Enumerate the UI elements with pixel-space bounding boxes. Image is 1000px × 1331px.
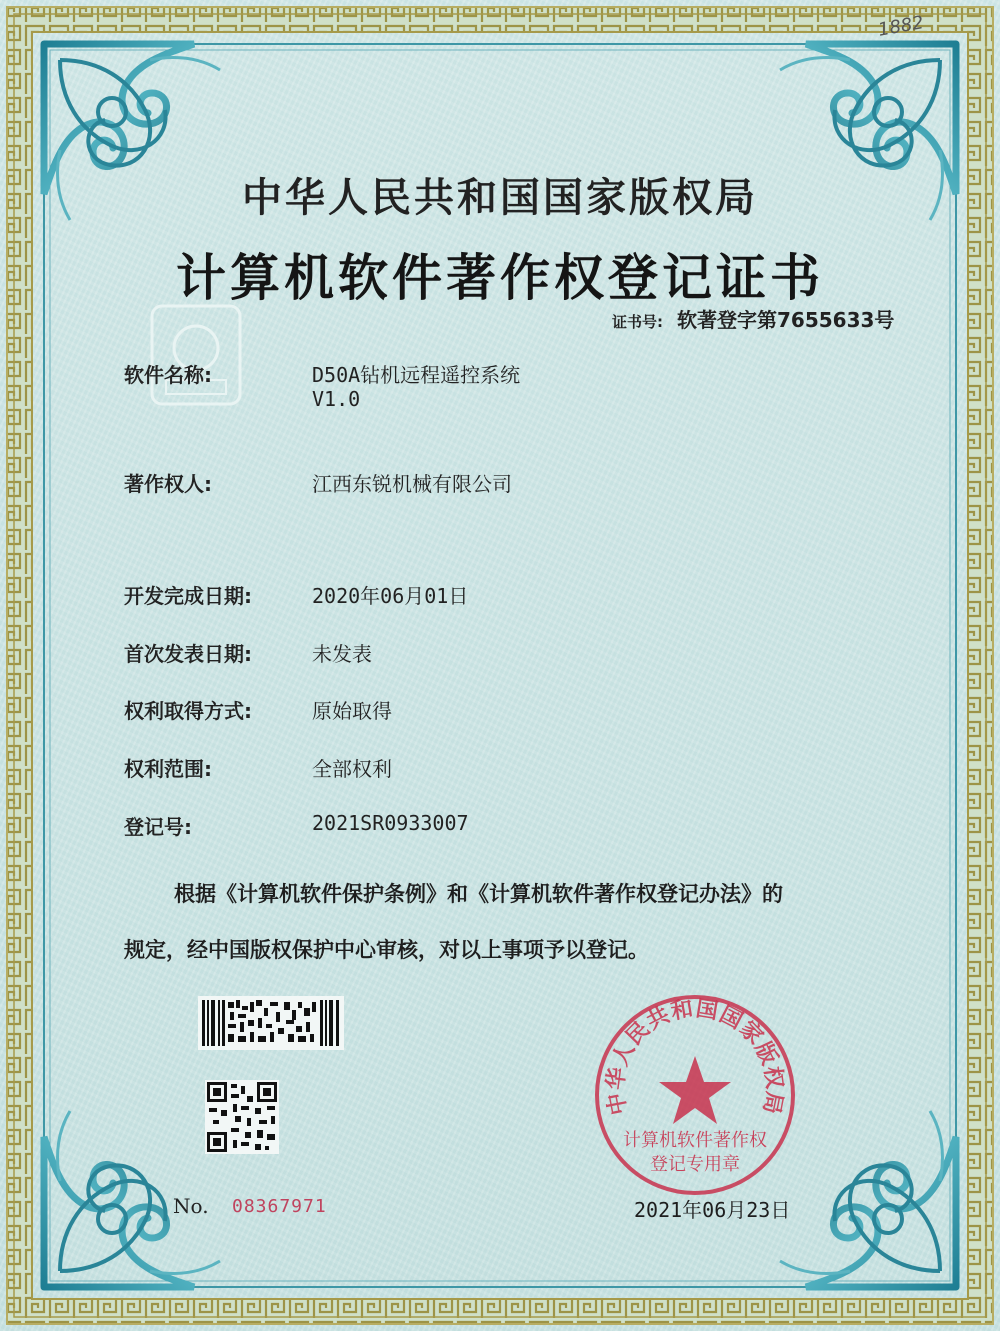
software-version-value: V1.0 bbox=[312, 387, 361, 411]
rights-scope-value: 全部权利 bbox=[312, 757, 392, 781]
certificate-number-label: 证书号: bbox=[612, 313, 663, 331]
serial-number-label: No. bbox=[173, 1194, 209, 1218]
issue-date: 2021年06月23日 bbox=[634, 1198, 791, 1222]
seal-inner-line-2: 登记专用章 bbox=[650, 1154, 740, 1175]
certificate-number-value: 软著登字第7655633号 bbox=[677, 308, 895, 332]
certificate-title: 计算机软件著作权登记证书 bbox=[176, 248, 824, 307]
seal-inner-line-1: 计算机软件著作权 bbox=[623, 1130, 767, 1151]
completion-date-value: 2020年06月01日 bbox=[312, 584, 469, 608]
completion-date-label: 开发完成日期: bbox=[124, 584, 252, 608]
statement-line-1: 根据《计算机软件保护条例》和《计算机软件著作权登记办法》的 bbox=[174, 882, 783, 906]
first-publication-value: 未发表 bbox=[312, 642, 372, 666]
statement-line-2: 规定，经中国版权保护中心审核，对以上事项予以登记。 bbox=[124, 938, 649, 962]
certificate-number bbox=[612, 304, 894, 333]
issuer-heading: 中华人民共和国国家版权局 bbox=[242, 175, 758, 221]
copyright-owner-value: 江西东锐机械有限公司 bbox=[312, 472, 512, 496]
registration-number-label: 登记号: bbox=[124, 815, 192, 839]
copyright-owner-label: 著作权人: bbox=[124, 472, 212, 496]
emblem-watermark-icon bbox=[146, 300, 246, 410]
barcode-icon bbox=[198, 996, 344, 1050]
official-seal bbox=[590, 990, 800, 1200]
software-name-label: 软件名称: bbox=[124, 363, 212, 387]
serial-number-value: 08367971 bbox=[232, 1196, 327, 1217]
software-name-value: D50A钻机远程遥控系统 bbox=[312, 363, 521, 387]
qr-code-icon bbox=[205, 1080, 279, 1154]
handwritten-note: 1882 bbox=[876, 12, 926, 41]
acquisition-method-value: 原始取得 bbox=[312, 699, 392, 723]
star-icon bbox=[659, 1056, 731, 1124]
acquisition-method-label: 权利取得方式: bbox=[124, 699, 252, 723]
seal-outer-text: 中华人民共和国国家版权局 bbox=[603, 996, 787, 1117]
first-publication-label: 首次发表日期: bbox=[124, 642, 252, 666]
registration-number-value: 2021SR0933007 bbox=[312, 811, 469, 835]
rights-scope-label: 权利范围: bbox=[124, 757, 212, 781]
